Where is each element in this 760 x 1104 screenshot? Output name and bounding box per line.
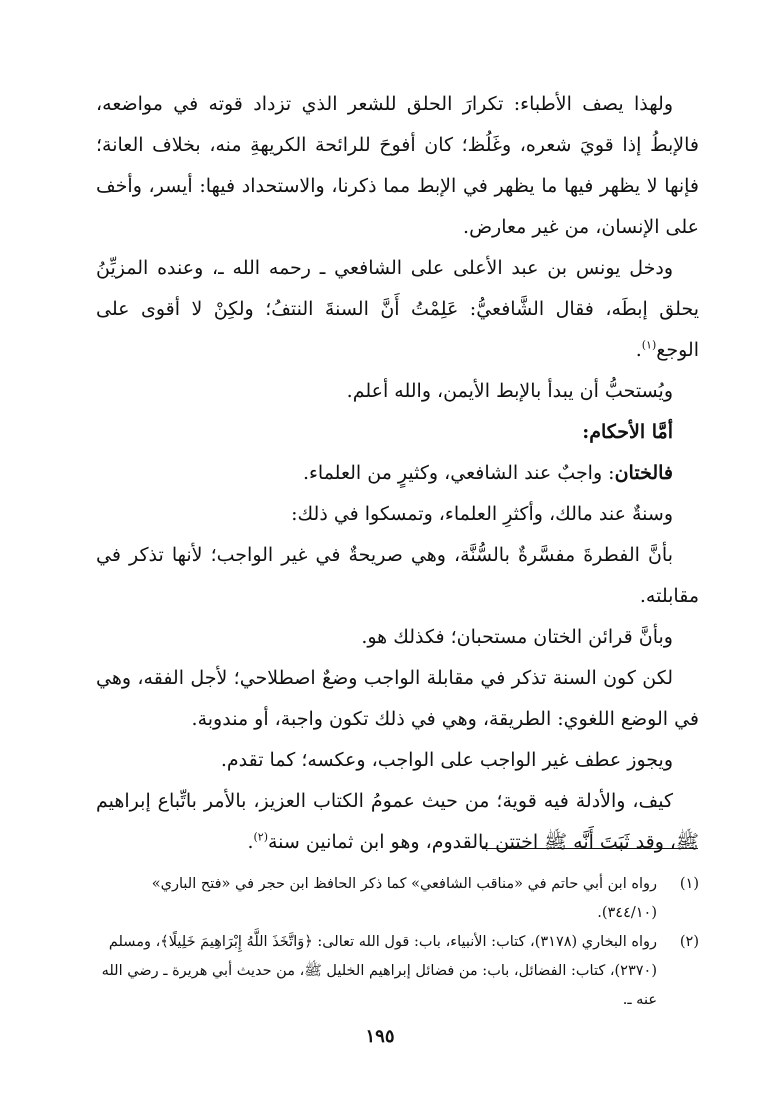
footnote-divider — [482, 848, 698, 849]
footnote-2: (٢) رواه البخاري (٣١٧٨)، كتاب: الأنبياء، باب: قول الله تعالى: ﴿وَاتَّخَذَ اللَّهُ إِبْرَاهِيمَ خَلِيلًا﴾، ومسلم (٢٣٧٠)، كتاب: الفضائل، باب: من فضائل إبراهيم الخليل ﷺ، من حديث أبي هريرة ـ رضي الله عنه ـ. — [96, 928, 699, 1015]
footnote-1: (١) رواه ابن أبي حاتم في «مناقب الشافعي» كما ذكر الحافظ ابن حجر في «فتح الباري» (٣٤٤/١٠). — [96, 870, 699, 928]
paragraph-1: ولهذا يصف الأطباء: تكرارَ الحلق للشعر الذي تزداد قوته في مواضعه، فالإبطُ إذا قويَ شعره، وغَلُظ؛ كان أفوحَ للرائحة الكريهةِ منه، بخلاف العانة؛ فإنها لا يظهر فيها ما يظهر في الإبط مما ذكرنا، والاستحداد فيها: أيسر، وأخف على الإنسان، من غير معارض. — [96, 93, 699, 238]
paragraph-2: ودخل يونس بن عبد الأعلى على الشافعي ـ رحمه الله ـ، وعنده المزيِّنُ يحلق إبطَه، فقال الشَّافعيُّ: عَلِمْتُ أَنَّ السنةَ النتفُ؛ ولكِنْ لا أقوى على الوجع$^{(١)}$. — [96, 257, 699, 361]
paragraph-3: ويُستحبُّ أن يبدأ بالإبط الأيمن، والله أعلم. — [346, 380, 673, 402]
footnotes — [96, 870, 699, 1015]
footnote-ref-1[interactable]: (١) — [641, 338, 657, 352]
paragraph-9: ويجوز عطف غير الواجب على الواجب، وعكسه؛ كما تقدم. — [220, 749, 673, 771]
paragraph-7: وبأنَّ قرائن الختان مستحبان؛ فكذلك هو. — [361, 626, 673, 648]
footnote-number: (١) — [679, 876, 699, 892]
paragraph-khitan: فالختان: واجبٌ عند الشافعي، وكثيرٍ من العلماء. — [302, 462, 673, 484]
section-heading: أمَّا الأحكام: — [582, 421, 673, 443]
paragraph-10: كيف، والأدلة فيه قوية؛ من حيث عمومُ الكتاب العزيز، بالأمر باتِّباع إبراهيم ﷺ، وقد ثَبَتَ أَنَّه ﷺ اختتن بالقدوم، وهو ابن ثمانين سنة$^{(٢)}$. — [96, 790, 699, 853]
footnote-ref-2[interactable]: (٢) — [253, 830, 268, 844]
paragraph-8: لكن كون السنة تذكر في مقابلة الواجب وضعٌ اصطلاحي؛ لأجل الفقه، وهي في الوضع اللغوي: الطريقة، وهي في ذلك تكون واجبة، أو مندوبة. — [96, 667, 699, 730]
footnote-number: (٢) — [679, 934, 699, 950]
paragraph-6: بأنَّ الفطرةَ مفسَّرةٌ بالسُّنَّة، وهي صريحةٌ في غير الواجب؛ لأنها تذكر في مقابلته. — [96, 544, 699, 607]
page-number: ١٩٥ — [365, 1026, 395, 1047]
paragraph-5: وسنةٌ عند مالك، وأكثرِ العلماء، وتمسكوا في ذلك: — [291, 503, 673, 525]
main-text — [96, 84, 699, 863]
lead-term: فالختان — [614, 462, 673, 484]
